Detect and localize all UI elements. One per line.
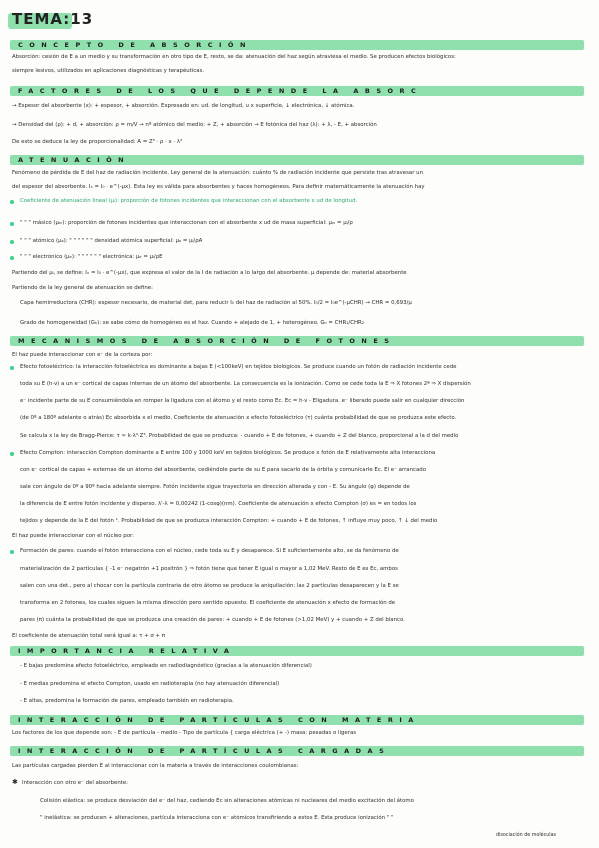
text-line: → Espesor del absorbente (x): + espesor, + absorción. Expresado en: ud. de longitud, u x superficie, ↓ electrónica, ↓ atómica. <box>12 103 355 109</box>
text-line: Coeficiente de atenuación lineal (μₗ): proporción de fotones incidentes que interaccionan con el absorbente x ud de longitud. <box>20 198 358 204</box>
text-line: Partiendo de la ley general de atenuación se define: <box>12 285 153 291</box>
text-line: Colisión elástica: se produce desviación del e⁻ del haz, cediendo Ec sin alteraciones atómicas ni nucleares del medio excitación del átomo <box>40 798 414 804</box>
bullet-icon <box>10 256 14 260</box>
text-line: Las partículas cargadas pierden E al interaccionar con la materia a través de interacciones coulombianas: <box>12 763 299 769</box>
text-line: " " " electrónico (μₑ): " " " " " " electrónica: μₑ = μₗ/ρE <box>20 254 163 260</box>
text-line: salen con una det., pero al chocar con la partícula contraria de otro átomo se produce la aniquilación: las 2 partículas desaparecen y la E se <box>20 583 399 589</box>
star-bullet-icon: ✱ <box>12 778 18 786</box>
text-line: - E medias predomina el efecto Compton, usado en radioterapia (no hay atenuación diferencial) <box>20 681 280 687</box>
text-line: → Densidad del (ρ): + d, + absorción: ρ = m/V → nº atómico del medio: + Z, + absorción → E fotónica del haz (λ): + λ, - E, + absorción <box>12 122 377 128</box>
text-line: Se calcula x la ley de Bragg-Pierce: τ ≈ k·λ³·Z³. Probabilidad de que se produzca: - cuando + E de fotones, + cuando + Z del blanco, proporcional a la d del medio <box>20 433 459 439</box>
text-line: e⁻ incidente parte de su E consumiéndola en romper la ligadura con el átomo y el resto como Ec. Ec = h·ν - Eligadura. e⁻ liberado puede salir en cualquier dirección <box>20 398 465 404</box>
text-line: " " " másico (μₘ): proporción de fotones incidentes que interaccionan con el absorbente x ud de masa superficial: μₘ = μₗ/ρ <box>20 220 353 226</box>
bullet-icon <box>10 550 14 554</box>
text-line: pares (π) cuánta la probabilidad de que se produzca una creación de pares: + cuando + E de fotones (>1,02 MeV) y + cuando + Z del blanco. <box>20 617 405 623</box>
text-line: transforma en 2 fotones, los cuales siguen la misma dirección pero sentido opuesto. El coeficiente de atenuación x efecto de formación de <box>20 600 396 606</box>
text-line: tejidos y depende de la E del fotón ¹. Probabilidad de que se produzca interacción Compton: + cuando + E de fotones, ↑ influye muy poco, ↑ ↓ del medio <box>20 518 438 524</box>
bullet-icon <box>10 200 14 204</box>
text-line: Fenómeno de pérdida de E del haz de radiación incidente. Ley general de la atenuación: cuánto % de radiación incidente que persiste tras atravesar un <box>12 170 424 176</box>
text-line: El haz puede interaccionar con e⁻ de la corteza por: <box>12 352 153 358</box>
text-line: Efecto fotoeléctrico: la interacción fotoeléctrica es dominante a bajas E (<100keV) en tejidos biológicos. Se produce cuando un fotón de radiación incidente cede <box>20 364 457 370</box>
text-line: sale con ángulo de 0º a 90º hacia adelante siempre. Fotón incidente sigue trayectoria en dirección alterada y con - E. Su ángulo (φ) depende de <box>20 484 410 490</box>
text-line: - E altas, predomina la formación de pares, empleado también en radioterapia. <box>20 698 234 704</box>
text-line: (de 0º a 180º adelante o atrás) Ec absorbida x el medio. Coeficiente de atenuación x efecto fotoeléctrico (τ) cuánta probabilidad de que se produzca este efecto. <box>20 415 457 421</box>
heading-charged-particles: INTERACCIÓN DE PARTÍCULAS CARGADAS <box>10 746 584 756</box>
heading-attenuation: ATENUACIÓN <box>10 155 584 165</box>
bullet-icon <box>10 452 14 456</box>
text-line: El coeficiente de atenuación total será igual a: τ + σ + π <box>12 633 166 639</box>
text-line: siempre lesivos, utilizados en aplicaciones diagnósticas y terapéuticas. <box>12 68 205 74</box>
text-line: materialización de 2 partículas { -1 e⁻ negatrón +1 positrón } ⇒ fotón tiene que tener E igual o mayor a 1,02 MeV. Resto de E es Ec, ambos <box>20 566 398 572</box>
text-line: Interacción con otro e⁻ del absorbente: <box>22 780 128 786</box>
text-line: con e⁻ cortical de capas + externas de un átomo del absorbente, cediéndole parte de su E para sacarlo de la órbita y comunicarle Ec. El e⁻ arrancado <box>20 467 426 473</box>
text-line: disociación de moléculas <box>496 833 557 838</box>
text-line: Los factores de los que depende son: - E de partícula - medio - Tipo de partícula { carga eléctrica (+ -) masa: pesadas o ligeras <box>12 730 357 736</box>
heading-particle-interaction: INTERACCIÓN DE PARTÍCULAS CON MATERIA <box>10 715 584 725</box>
text-line: - E bajas predomina efecto fotoeléctrico, empleado en radiodiagnóstico (gracias a la atenuación diferencial) <box>20 663 312 669</box>
heading-relative-importance: IMPORTANCIA RELATIVA <box>10 646 584 656</box>
bullet-icon <box>10 222 14 226</box>
text-line: Partiendo del μₗ, se define: Iₓ = I₀ · e^(-μx), que expresa el valor de la I de radiación a lo largo del absorbente. μ depende de: material absorbente <box>12 270 407 276</box>
bullet-icon <box>10 240 14 244</box>
text-line: toda su E (h·ν) a un e⁻ cortical de capas internas de un átomo del absorbente. La consecuencia es la ionización. Como se cede toda la E ⇒ X fotones 2ª ⇒ X dispersión <box>20 381 471 387</box>
heading-absorption-concept: CONCEPTO DE ABSORCIÓN <box>10 40 584 50</box>
text-line: Capa hemirreductora (CHR): espesor necesario, de material det, para reducir I₀ del haz de radiación al 50%. I₀/2 = I₀e^(-μCHR) → CHR = 0,693/μ <box>20 300 412 306</box>
text-line: El haz puede interaccionar con el núcleo por: <box>12 533 134 539</box>
bullet-icon <box>10 366 14 370</box>
text-line: " inelástica: se producen + alteraciones, partícula interacciona con e⁻ atómicos transfiriendo a estos E. Esta produce ionización " " <box>40 815 394 821</box>
text-line: del espesor del absorbente. Iₓ = I₀ · e^(-μx). Esta ley es válida para absorbentes y haces homogéneos. Para definir matemáticamente la atenuación hay <box>12 184 425 190</box>
text-line: la diferencia de E entre fotón incidente y disperso. λ'-λ = 0,00242 (1-cosφ)(nm). Coeficiente de atenuación x efecto Compton (σ) es = en todos los <box>20 501 417 507</box>
text-line: Absorción: cesión de E a un medio y su transformación en otro tipo de E, resto, se da: atenuación del haz según atraviesa el medio. Se producen efectos biológicos: <box>12 54 456 60</box>
text-line: Grado de homogeneidad (Gₕ): se sabe cómo de homogéneo es el haz. Cuando + alejado de 1, + heterogéneo. Gₕ = CHR₁/CHR₂ <box>20 320 364 326</box>
text-line: Formación de pares: cuando el fotón interacciona con el núcleo, cede toda su E y desaparece. Si E suficientemente alto, se da fenómeno de <box>20 548 399 554</box>
text-line: Efecto Compton: interacción Compton dominante a E entre 100 y 1000 keV en tejidos biológicos. Se produce x fotón de E relativamente alta interacciona <box>20 450 436 456</box>
text-line: " " " atómico (μₐ): " " " " " " densidad atómica superficial: μₐ = μₗ/ρA <box>20 238 203 244</box>
page-title: TEMA:13 <box>12 10 94 28</box>
heading-photon-absorption: MECANISMOS DE ABSORCIÓN DE FOTONES <box>10 336 584 346</box>
heading-absorption-factors: FACTORES DE LOS QUE DEPENDE LA ABSORC <box>10 86 584 96</box>
text-line: De esto se deduce la ley de proporcionalidad: A = Z³ · ρ · x · λ³ <box>12 139 183 145</box>
